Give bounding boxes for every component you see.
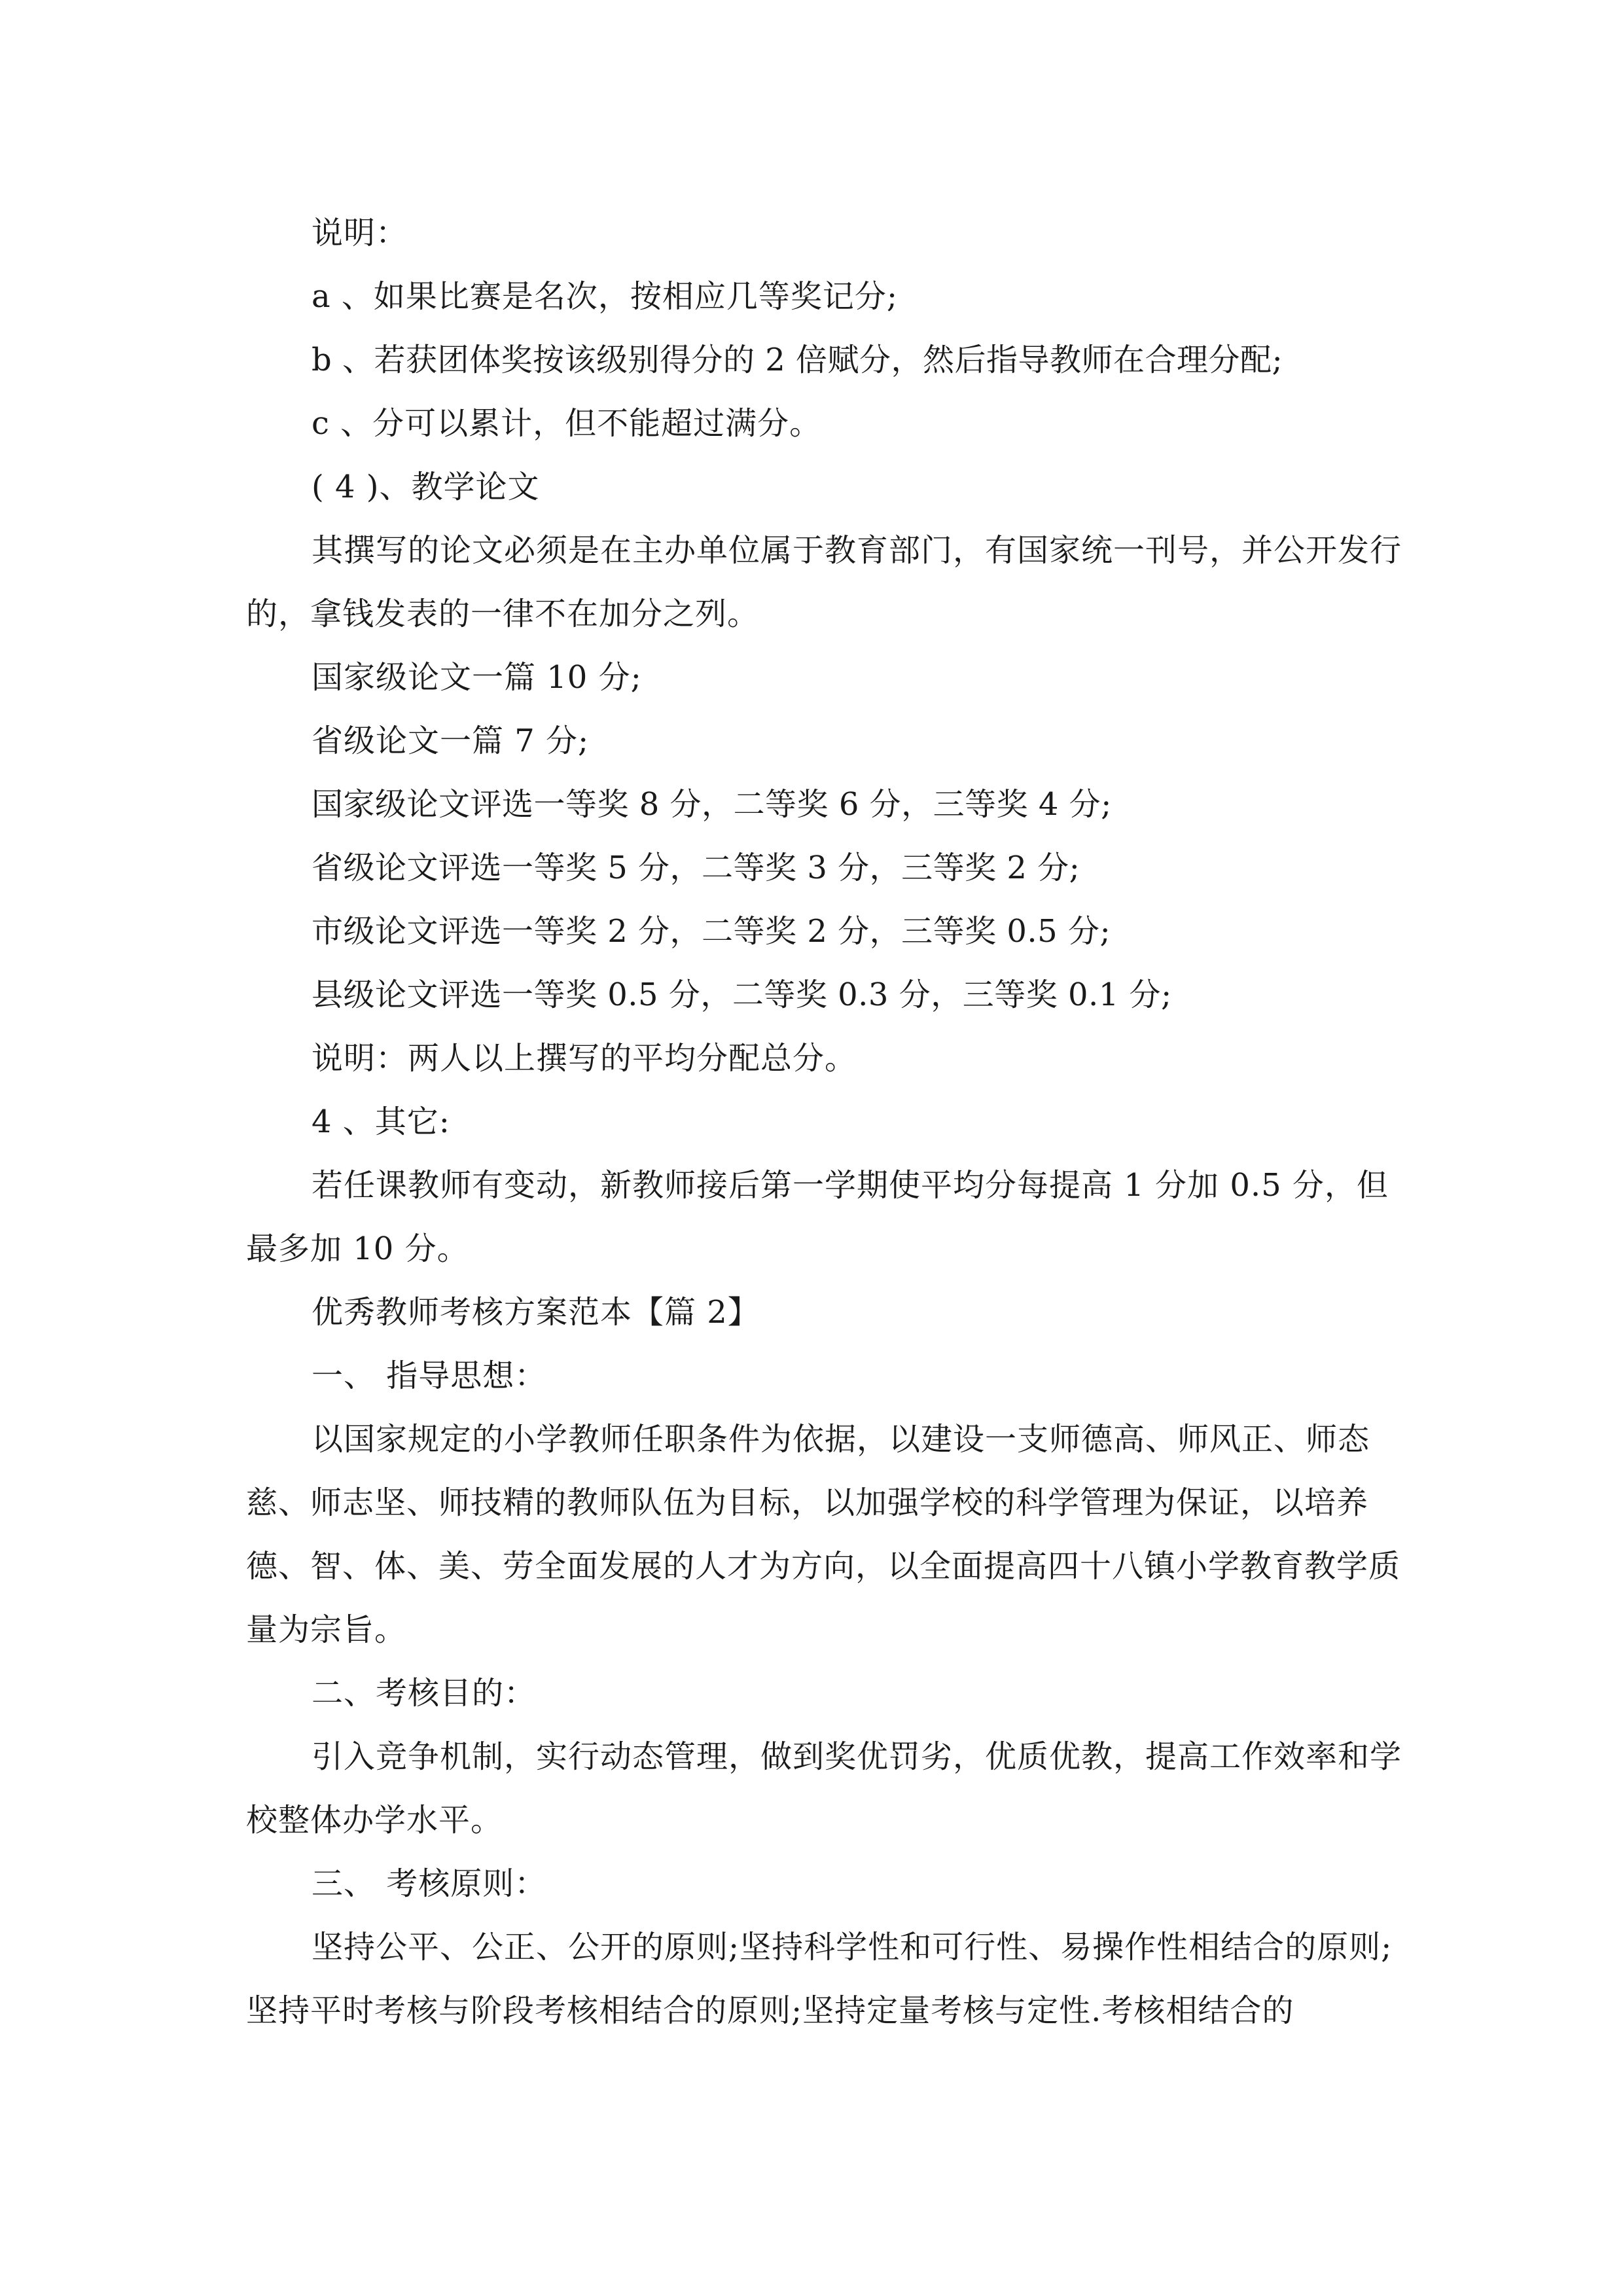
document-body (246, 202, 1414, 2043)
provincial-paper-score: 省级论文一篇 7 分; (312, 723, 590, 759)
section-assessment-principles: 三、 考核原则： (312, 1865, 547, 1902)
section-other: 4 、其它: (312, 1103, 450, 1140)
template-title: 优秀教师考核方案范本【篇 2】 (312, 1294, 760, 1331)
section-guiding-ideology: 一、 指导思想： (312, 1357, 547, 1394)
city-award-score: 市级论文评选一等奖 2 分，二等奖 2 分，三等奖 0.5 分; (312, 913, 1111, 950)
provincial-award-score: 省级论文评选一等奖 5 分，二等奖 3 分，三等奖 2 分; (312, 850, 1080, 886)
note-item-b: b 、若获团体奖按该级别得分的 2 倍赋分，然后指导教师在合理分配; (312, 342, 1283, 378)
section-assessment-purpose: 二、考核目的： (312, 1675, 537, 1712)
national-award-score: 国家级论文评选一等奖 8 分，二等奖 6 分，三等奖 4 分; (312, 786, 1112, 823)
note-item-c: c 、分可以累计，但不能超过满分。 (312, 405, 822, 442)
section-teaching-papers: ( 4 )、教学论文 (312, 469, 540, 505)
note-item-a: a 、如果比赛是名次，按相应几等奖记分; (312, 278, 899, 315)
assessment-purpose-text: 引入竞争机制，实行动态管理，做到奖优罚劣，优质优教，提高工作效率和学校整体办学水平。 (246, 1738, 1402, 1839)
county-award-score: 县级论文评选一等奖 0.5 分，二等奖 0.3 分，三等奖 0.1 分; (312, 977, 1172, 1013)
teacher-change-rule: 若任课教师有变动，新教师接后第一学期使平均分每提高 1 分加 0.5 分，但最多加 10 分。 (246, 1167, 1389, 1267)
guiding-ideology-text: 以国家规定的小学教师任职条件为依据，以建设一支师德高、师风正、师态慈、师志坚、师技精的教师队伍为目标，以加强学校的科学管理为保证，以培养德、智、体、美、劳全面发展的人才为方向，以全面提高四十八镇小学教育教学质量为宗旨。 (246, 1421, 1401, 1648)
papers-requirement: 其撰写的论文必须是在主办单位属于教育部门，有国家统一刊号，并公开发行的，拿钱发表的一律不在加分之列。 (246, 532, 1402, 632)
assessment-principles-text: 坚持公平、公正、公开的原则;坚持科学性和可行性、易操作性相结合的原则;坚持平时考核与阶段考核相结合的原则;坚持定量考核与定性.考核相结合的 (246, 1929, 1393, 2029)
shared-authorship-note: 说明：两人以上撰写的平均分配总分。 (312, 1040, 857, 1077)
note-heading: 说明： (312, 215, 408, 251)
national-paper-score: 国家级论文一篇 10 分; (312, 659, 642, 696)
